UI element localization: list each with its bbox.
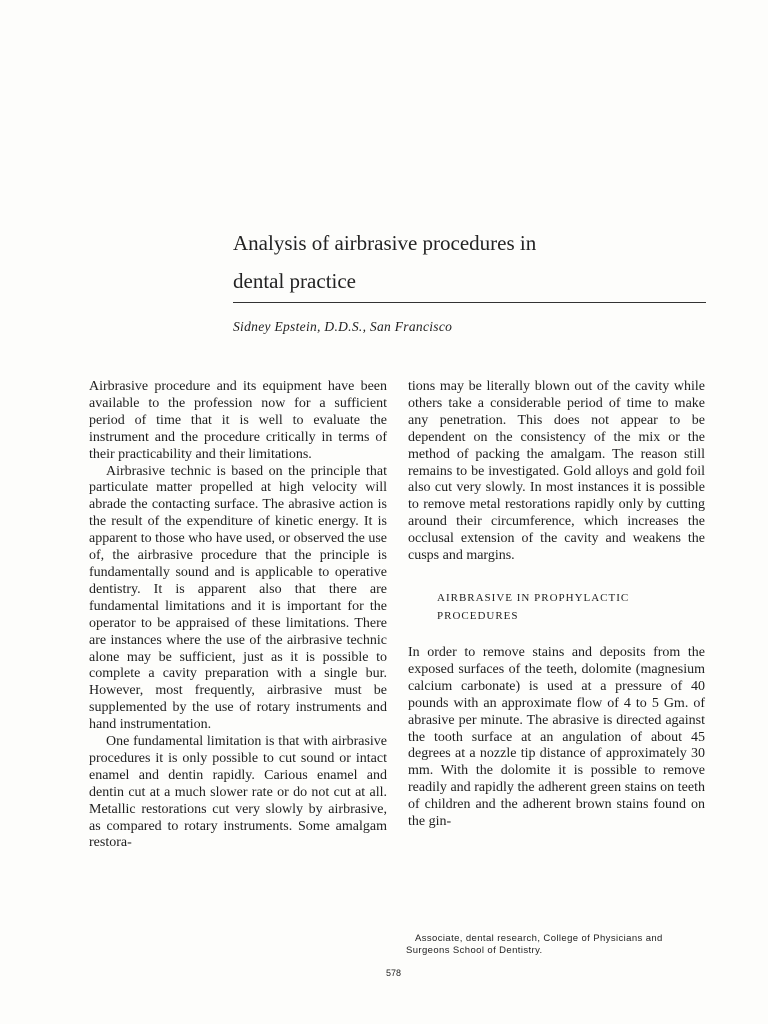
left-paragraph-2: Airbrasive technic is based on the principle that particulate matter propelled at high velocity will abrade the contacting surface. The abrasive action is the result of the expenditure of kinetic energy. It is apparent to those who have used, or observed the use of, the airbrasive procedure that the principle is fundamentally sound and is applicable to operative dentistry. It is apparent also that there are fundamental limitations and it is important for the operator to be appraised of these limitations. There are instances where the use of the airbrasive technic alone may be sufficient, just as it is possible to complete a cavity preparation with a single bur. However, most frequently, airbrasive must be supplemented by the use of rotary instruments and hand instrumentation. [89, 463, 387, 733]
left-paragraph-1: Airbrasive procedure and its equipment have been available to the profession now for a sufficient period of time that it is well to evaluate the instrument and the procedure critically in terms of their practicability and their limitations. [89, 379, 387, 462]
author-footnote [406, 933, 716, 957]
left-column [89, 379, 387, 852]
footnote-line-2: Surgeons School of Dentistry. [406, 945, 543, 956]
page-number: 578 [386, 968, 402, 978]
section-heading-line-2: PROCEDURES [437, 609, 519, 622]
footnote-line-1: Associate, dental research, College of Physicians and [415, 933, 663, 944]
left-paragraph-3: One fundamental limitation is that with airbrasive procedures it is only possible to cut sound or intact enamel and dentin rapidly. Carious enamel and dentin cut at a much slower rate or do not cut at all. Metallic restorations cut very slowly by airbrasive, as compared to rotary instruments. Some amalgam restora- [89, 734, 387, 851]
section-heading [437, 589, 705, 625]
title-line-1: Analysis of airbrasive procedures in [233, 231, 537, 255]
right-paragraph-1: tions may be literally blown out of the cavity while others take a considerable period of time to make any penetration. This does not appear to be dependent on the consistency of the mix or the method of packing the amalgam. The reason still remains to be investigated. Gold alloys and gold foil also cut very slowly. In most instances it is possible to remove metal restorations rapidly only by cutting around their circumference, which increases the occlusal extension of the cavity and weakens the cusps and margins. [408, 379, 705, 564]
title-line-2: dental practice [233, 269, 357, 293]
title-rule [233, 302, 706, 303]
right-paragraph-2: In order to remove stains and deposits from the exposed surfaces of the teeth, dolomite (magnesium calcium carbonate) is used at a pressure of 40 pounds with an approximate flow of 4 to 5 Gm. of abrasive per minute. The abrasive is directed against the tooth surface at an angulation of about 45 degrees at a nozzle tip distance of approximately 30 mm. With the dolomite it is possible to remove readily and rapidly the adherent green stains on teeth of children and the adherent brown stains found on the gin- [408, 644, 705, 830]
author-byline: Sidney Epstein, D.D.S., San Francisco [233, 319, 453, 334]
section-heading-line-1: AIRBRASIVE IN PROPHYLACTIC [437, 591, 630, 604]
article-title [233, 224, 653, 300]
right-column [408, 379, 705, 831]
